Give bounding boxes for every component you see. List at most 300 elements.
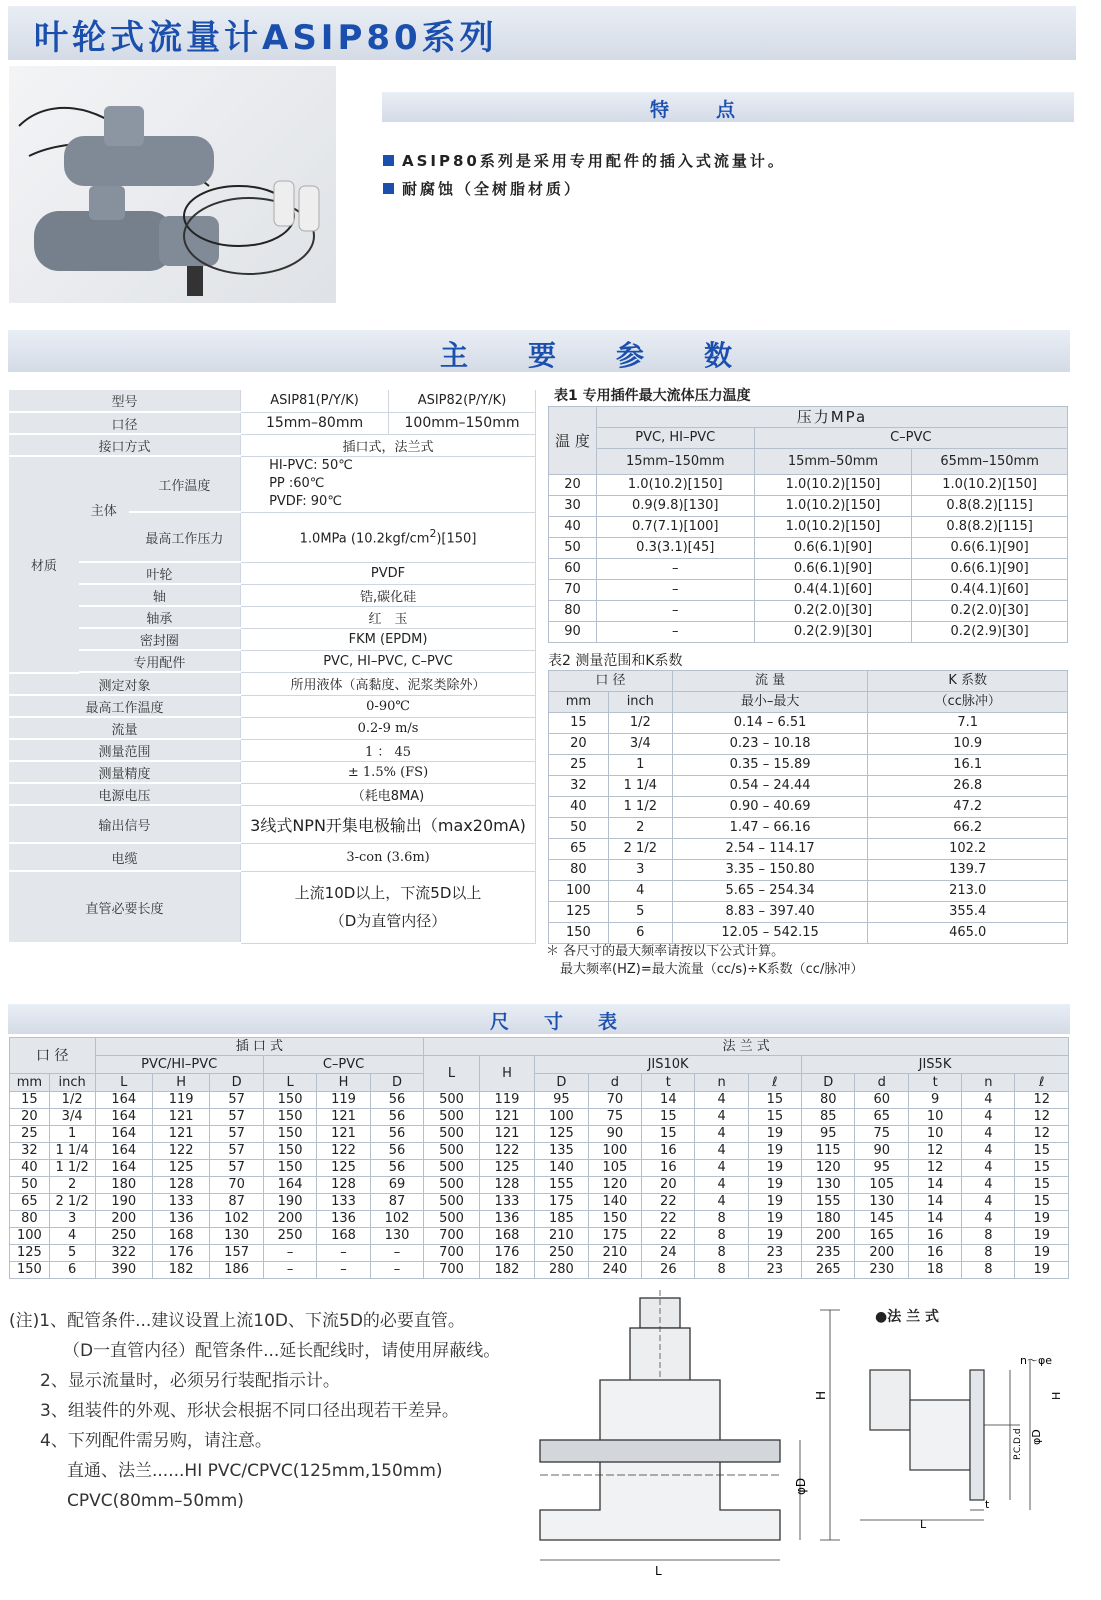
dims-cell: 14 bbox=[908, 1211, 961, 1228]
dims-cell: 130 bbox=[802, 1177, 855, 1194]
flow-header: 流 量 bbox=[672, 671, 868, 692]
dims-subheader: D bbox=[535, 1074, 588, 1092]
dims-cell: 121 bbox=[152, 1126, 209, 1143]
dims-cell: 87 bbox=[210, 1194, 263, 1211]
dims-cell: 102 bbox=[370, 1211, 423, 1228]
dims-cell: 176 bbox=[152, 1245, 209, 1262]
dim-phiD: φD bbox=[794, 1477, 808, 1495]
table2-cell: 2 bbox=[608, 818, 672, 839]
table2-cell: 150 bbox=[549, 923, 609, 944]
table1-cell: 0.8(8.2)[115] bbox=[912, 517, 1068, 538]
pipe-label: 直管必要长度 bbox=[9, 871, 241, 943]
dims-cell: 57 bbox=[210, 1109, 263, 1126]
dims-cell: 100 bbox=[535, 1109, 588, 1126]
dims-cell: 500 bbox=[424, 1143, 479, 1160]
dims-subheader: n bbox=[695, 1074, 748, 1092]
dims-cell: 57 bbox=[210, 1143, 263, 1160]
dims-cell: 500 bbox=[424, 1211, 479, 1228]
table1-cell: 40 bbox=[549, 517, 597, 538]
dims-cell: 18 bbox=[908, 1262, 961, 1279]
dims-cell: 8 bbox=[962, 1228, 1015, 1245]
dims-cell: 4 bbox=[695, 1194, 748, 1211]
dims-cell: 168 bbox=[479, 1228, 534, 1245]
dims-cell: 125 bbox=[535, 1126, 588, 1143]
max-pressure-value: 1.0MPa $(10.2kgf/cm^2)[150]$ bbox=[241, 512, 536, 562]
dims-cell: 19 bbox=[1015, 1228, 1069, 1245]
object-label: 测定对象 bbox=[9, 673, 241, 695]
dims-cell: 235 bbox=[802, 1245, 855, 1262]
dims-cell: 164 bbox=[95, 1126, 152, 1143]
work-temp-label: 工作温度 bbox=[129, 456, 241, 512]
dims-cell: 19 bbox=[1015, 1262, 1069, 1279]
dims-cell: 100 bbox=[588, 1143, 641, 1160]
bearing-value: 红 玉 bbox=[241, 606, 536, 628]
dims-cell: 119 bbox=[317, 1092, 370, 1109]
dims-cell: 20 bbox=[10, 1109, 50, 1126]
table2-row bbox=[549, 818, 1068, 839]
dims-cell: 8 bbox=[695, 1211, 748, 1228]
dims-subheader: L bbox=[263, 1074, 316, 1092]
table2-cell: 0.90 – 40.69 bbox=[672, 797, 868, 818]
footnote: 最大频率(HZ)=最大流量（cc/s)÷K系数（cc/脉冲） bbox=[560, 962, 864, 977]
dims-cell: 125 bbox=[317, 1160, 370, 1177]
table1-cell: 0.2(2.0)[30] bbox=[754, 601, 912, 622]
table2-cell: 100 bbox=[549, 881, 609, 902]
table2-cell: 6 bbox=[608, 923, 672, 944]
table2-cell: 5.65 – 254.34 bbox=[672, 881, 868, 902]
dims-cell: 57 bbox=[210, 1126, 263, 1143]
dims-cell: 14 bbox=[908, 1194, 961, 1211]
dims-cell: – bbox=[263, 1262, 316, 1279]
dims-cell: 3 bbox=[49, 1211, 95, 1228]
dims-cell: 1/2 bbox=[49, 1092, 95, 1109]
dims-cell: – bbox=[370, 1262, 423, 1279]
table1-cell: 50 bbox=[549, 538, 597, 559]
col-b: 15mm–50mm bbox=[754, 449, 912, 475]
socket-label: 插 口 式 bbox=[95, 1038, 424, 1056]
table1-row bbox=[549, 601, 1068, 622]
dims-cell: 22 bbox=[642, 1211, 695, 1228]
dims-cell: 121 bbox=[152, 1109, 209, 1126]
dims-cell: 95 bbox=[855, 1160, 908, 1177]
dims-cell: 19 bbox=[748, 1126, 801, 1143]
impeller-value: PVDF bbox=[241, 562, 536, 584]
k-unit: （cc脉冲） bbox=[868, 692, 1068, 713]
jis5-label: JIS5K bbox=[802, 1056, 1069, 1074]
dims-cell: 69 bbox=[370, 1177, 423, 1194]
fitting-value: PVC, HI–PVC, C–PVC bbox=[241, 650, 536, 672]
table2-cell: 4 bbox=[608, 881, 672, 902]
table1-cell: 0.4(4.1)[60] bbox=[754, 580, 912, 601]
table2-cell: 3/4 bbox=[608, 734, 672, 755]
dims-cell: 15 bbox=[748, 1109, 801, 1126]
dims-cell: 200 bbox=[802, 1228, 855, 1245]
dims-cell: 200 bbox=[263, 1211, 316, 1228]
dims-cell: 1 1/2 bbox=[49, 1160, 95, 1177]
dims-cell: 164 bbox=[95, 1109, 152, 1126]
table2-row bbox=[549, 734, 1068, 755]
dims-row bbox=[10, 1177, 1069, 1194]
accuracy-label: 测量精度 bbox=[9, 761, 241, 783]
dims-cell: 121 bbox=[479, 1109, 534, 1126]
dims-cell: 280 bbox=[535, 1262, 588, 1279]
dims-cell: 5 bbox=[49, 1245, 95, 1262]
flange-H-label: H bbox=[479, 1056, 534, 1092]
dims-cell: 150 bbox=[263, 1092, 316, 1109]
feature-item: ASIP80系列是采用专用配件的插入式流量计。 bbox=[383, 150, 786, 171]
dims-cell: – bbox=[370, 1245, 423, 1262]
dims-cell: 182 bbox=[479, 1262, 534, 1279]
table2-cell: 32 bbox=[549, 776, 609, 797]
table2-row bbox=[549, 776, 1068, 797]
table1-row bbox=[549, 580, 1068, 601]
dims-cell: 119 bbox=[479, 1092, 534, 1109]
dims-cell: 175 bbox=[535, 1194, 588, 1211]
power-value: （耗电8MA) bbox=[241, 783, 536, 805]
table2-cell: 20 bbox=[549, 734, 609, 755]
dims-cell: 40 bbox=[10, 1160, 50, 1177]
main-params-heading: 主 要 参 数 bbox=[440, 339, 749, 372]
table2-cell: 2.54 – 114.17 bbox=[672, 839, 868, 860]
table1-cell: 30 bbox=[549, 496, 597, 517]
dims-cell: 4 bbox=[695, 1092, 748, 1109]
dims-cell: 105 bbox=[855, 1177, 908, 1194]
dims-cell: 16 bbox=[908, 1228, 961, 1245]
table2-cell: 1 bbox=[608, 755, 672, 776]
table1-cell: – bbox=[596, 601, 754, 622]
dims-cell: 155 bbox=[802, 1194, 855, 1211]
dims-row bbox=[10, 1160, 1069, 1177]
dims-cell: 122 bbox=[152, 1143, 209, 1160]
dims-cell: 145 bbox=[855, 1211, 908, 1228]
dims-cell: 121 bbox=[479, 1126, 534, 1143]
cpvc-label: C–PVC bbox=[263, 1056, 423, 1074]
dims-subheader: ℓ bbox=[1015, 1074, 1069, 1092]
dims-cell: 1 bbox=[49, 1126, 95, 1143]
dims-cell: 60 bbox=[855, 1092, 908, 1109]
dim-flange-phiD: φD bbox=[1030, 1429, 1043, 1445]
table1-row bbox=[549, 622, 1068, 643]
dims-cell: 19 bbox=[748, 1177, 801, 1194]
dims-cell: 136 bbox=[479, 1211, 534, 1228]
dims-subheader: d bbox=[855, 1074, 908, 1092]
table2-cell: 1 1/2 bbox=[608, 797, 672, 818]
dims-cell: 121 bbox=[317, 1126, 370, 1143]
temp-label: 温 度 bbox=[549, 407, 597, 475]
dims-heading: 尺 寸 表 bbox=[490, 1011, 626, 1033]
dims-subheader: ℓ bbox=[748, 1074, 801, 1092]
dims-cell: 15 bbox=[1015, 1177, 1069, 1194]
dims-cell: 15 bbox=[1015, 1160, 1069, 1177]
dims-cell: 56 bbox=[370, 1160, 423, 1177]
table2-caption: 表2 测量范围和K系数 bbox=[548, 653, 683, 669]
dims-cell: 80 bbox=[10, 1211, 50, 1228]
dims-cell: 19 bbox=[748, 1211, 801, 1228]
dims-cell: 57 bbox=[210, 1092, 263, 1109]
dims-cell: 265 bbox=[802, 1262, 855, 1279]
table2-cell: 2 1/2 bbox=[608, 839, 672, 860]
table2-row bbox=[549, 902, 1068, 923]
notes bbox=[9, 1306, 500, 1516]
table1-cell: 0.8(8.2)[115] bbox=[912, 496, 1068, 517]
dims-cell: 22 bbox=[642, 1194, 695, 1211]
table1-cell: – bbox=[596, 580, 754, 601]
flange-L-label: L bbox=[424, 1056, 479, 1092]
max-temp-value: 0-90℃ bbox=[241, 695, 536, 717]
dims-diameter-label: 口 径 bbox=[10, 1038, 96, 1074]
body-label: 主体 bbox=[79, 456, 129, 562]
table1-cell: 0.7(7.1)[100] bbox=[596, 517, 754, 538]
flange-drawing bbox=[860, 1330, 1080, 1530]
table2-cell: 0.54 – 24.44 bbox=[672, 776, 868, 797]
table2-cell: 47.2 bbox=[868, 797, 1068, 818]
dims-cell: 180 bbox=[802, 1211, 855, 1228]
dim-pcd: P.C.D.d bbox=[1013, 1428, 1023, 1460]
shaft-label: 轴 bbox=[79, 584, 241, 606]
inch-header: inch bbox=[608, 692, 672, 713]
table2-row bbox=[549, 860, 1068, 881]
dims-cell: 16 bbox=[908, 1245, 961, 1262]
dims-cell: 230 bbox=[855, 1262, 908, 1279]
dims-subheader: H bbox=[317, 1074, 370, 1092]
dims-cell: 200 bbox=[95, 1211, 152, 1228]
dim-t: t bbox=[985, 1498, 990, 1511]
dims-cell: 133 bbox=[317, 1194, 370, 1211]
table2-cell: 10.9 bbox=[868, 734, 1068, 755]
dims-cell: 8 bbox=[962, 1262, 1015, 1279]
dims-cell: 125 bbox=[10, 1245, 50, 1262]
dims-cell: 130 bbox=[210, 1228, 263, 1245]
group-b: C–PVC bbox=[754, 428, 1067, 449]
dims-cell: 10 bbox=[908, 1126, 961, 1143]
dims-cell: 23 bbox=[748, 1245, 801, 1262]
dims-cell: 24 bbox=[642, 1245, 695, 1262]
dims-cell: 165 bbox=[855, 1228, 908, 1245]
table2-cell: 40 bbox=[549, 797, 609, 818]
dims-cell: 150 bbox=[263, 1160, 316, 1177]
dims-subheader: H bbox=[152, 1074, 209, 1092]
table2-cell: 0.35 – 15.89 bbox=[672, 755, 868, 776]
flow-value: 0.2-9 m/s bbox=[241, 717, 536, 739]
dims-cell: 168 bbox=[152, 1228, 209, 1245]
cable-label: 电缆 bbox=[9, 843, 241, 871]
table2 bbox=[548, 670, 1068, 944]
dim-flange-L: L bbox=[920, 1518, 927, 1530]
dims-row bbox=[10, 1262, 1069, 1279]
dims-cell: 75 bbox=[855, 1126, 908, 1143]
page-title: 叶轮式流量计ASIP80系列 bbox=[34, 18, 498, 58]
object-value: 所用液体（高黏度、泥浆类除外） bbox=[241, 673, 536, 695]
table2-cell: 8.83 – 397.40 bbox=[672, 902, 868, 923]
diameter-a: 15mm–80mm bbox=[241, 412, 389, 434]
shaft-value: 锆,碳化硅 bbox=[241, 584, 536, 606]
dims-cell: 122 bbox=[479, 1143, 534, 1160]
table2-cell: 15 bbox=[549, 713, 609, 734]
dims-cell: 130 bbox=[855, 1194, 908, 1211]
dims-cell: 75 bbox=[588, 1109, 641, 1126]
table1-cell: 0.2(2.9)[30] bbox=[754, 622, 912, 643]
dims-cell: 4 bbox=[695, 1177, 748, 1194]
dims-cell: 135 bbox=[535, 1143, 588, 1160]
note-line: （D一直管内径）配管条件...延长配线时，请使用屏蔽线。 bbox=[63, 1341, 501, 1361]
dims-cell: 56 bbox=[370, 1143, 423, 1160]
dims-cell: 15 bbox=[1015, 1143, 1069, 1160]
dims-cell: 250 bbox=[263, 1228, 316, 1245]
work-temp-value: HI-PVC: 50℃ PP :60℃ PVDF: 90℃ bbox=[241, 456, 536, 512]
model-b: ASIP82(P/Y/K) bbox=[389, 390, 536, 412]
dims-cell: 8 bbox=[695, 1262, 748, 1279]
table1-row bbox=[549, 517, 1068, 538]
dims-cell: 12 bbox=[1015, 1109, 1069, 1126]
dims-cell: 164 bbox=[95, 1160, 152, 1177]
dims-cell: 19 bbox=[748, 1228, 801, 1245]
dims-cell: 155 bbox=[535, 1177, 588, 1194]
table1-cell: 0.4(4.1)[60] bbox=[912, 580, 1068, 601]
dims-cell: 140 bbox=[535, 1160, 588, 1177]
material-label: 材质 bbox=[9, 456, 79, 673]
model-label: 型号 bbox=[9, 390, 241, 412]
dims-cell: 70 bbox=[588, 1092, 641, 1109]
dim-flange-H: H bbox=[1050, 1391, 1063, 1400]
signal-value: 3线式NPN开集电极输出（max20mA) bbox=[241, 805, 536, 843]
dims-row bbox=[10, 1126, 1069, 1143]
dims-cell: 15 bbox=[642, 1126, 695, 1143]
dims-cell: 8 bbox=[695, 1228, 748, 1245]
table1-cell: 0.9(9.8)[130] bbox=[596, 496, 754, 517]
dims-subheader: d bbox=[588, 1074, 641, 1092]
dims-subheader: t bbox=[642, 1074, 695, 1092]
dims-cell: 150 bbox=[588, 1211, 641, 1228]
table2-cell: 50 bbox=[549, 818, 609, 839]
table2-cell: 3.35 – 150.80 bbox=[672, 860, 868, 881]
dims-cell: 65 bbox=[855, 1109, 908, 1126]
table2-cell: 0.23 – 10.18 bbox=[672, 734, 868, 755]
flow-label: 流量 bbox=[9, 717, 241, 739]
dims-cell: 57 bbox=[210, 1160, 263, 1177]
table2-cell: 355.4 bbox=[868, 902, 1068, 923]
dims-cell: 3/4 bbox=[49, 1109, 95, 1126]
dims-cell: 210 bbox=[535, 1228, 588, 1245]
dims-cell: 125 bbox=[479, 1160, 534, 1177]
dims-cell: 4 bbox=[49, 1228, 95, 1245]
dims-cell: 136 bbox=[152, 1211, 209, 1228]
dims-cell: 6 bbox=[49, 1262, 95, 1279]
table1-cell: 0.6(6.1)[90] bbox=[754, 559, 912, 580]
dims-cell: 16 bbox=[642, 1160, 695, 1177]
dims-cell: 182 bbox=[152, 1262, 209, 1279]
dims-row bbox=[10, 1194, 1069, 1211]
dims-cell: 15 bbox=[10, 1092, 50, 1109]
dims-subheader: L bbox=[95, 1074, 152, 1092]
dims-row bbox=[10, 1211, 1069, 1228]
dims-cell: 4 bbox=[962, 1143, 1015, 1160]
flange-label: 法 兰 式 bbox=[424, 1038, 1069, 1056]
dims-cell: 128 bbox=[479, 1177, 534, 1194]
feature-item: 耐腐蚀（全树脂材质） bbox=[383, 178, 582, 199]
dims-row bbox=[10, 1228, 1069, 1245]
dims-cell: 164 bbox=[95, 1092, 152, 1109]
accuracy-value: ± 1.5% (FS) bbox=[241, 761, 536, 783]
table1-cell: 60 bbox=[549, 559, 597, 580]
dims-cell: 4 bbox=[962, 1092, 1015, 1109]
dims-cell: 15 bbox=[642, 1109, 695, 1126]
dims-cell: 185 bbox=[535, 1211, 588, 1228]
dims-cell: 4 bbox=[695, 1160, 748, 1177]
table1-cell: 0.6(6.1)[90] bbox=[754, 538, 912, 559]
dims-cell: 25 bbox=[10, 1126, 50, 1143]
dims-cell: 500 bbox=[424, 1092, 479, 1109]
dims-cell: 14 bbox=[642, 1092, 695, 1109]
dims-cell: 200 bbox=[855, 1245, 908, 1262]
dims-cell: – bbox=[317, 1262, 370, 1279]
table2-row bbox=[549, 755, 1068, 776]
note-line: 直通、法兰......HI PVC/CPVC(125mm,150mm) bbox=[67, 1461, 443, 1481]
dims-cell: 4 bbox=[962, 1109, 1015, 1126]
dims-cell: 50 bbox=[10, 1177, 50, 1194]
dims-subheader: inch bbox=[49, 1074, 95, 1092]
dim-H: H bbox=[814, 1390, 828, 1400]
power-label: 电源电压 bbox=[9, 783, 241, 805]
table1-cell: – bbox=[596, 559, 754, 580]
dims-cell: 186 bbox=[210, 1262, 263, 1279]
dims-cell: 23 bbox=[748, 1262, 801, 1279]
dims-cell: 65 bbox=[10, 1194, 50, 1211]
dims-cell: 4 bbox=[962, 1211, 1015, 1228]
dims-cell: 500 bbox=[424, 1109, 479, 1126]
dims-cell: 19 bbox=[748, 1194, 801, 1211]
table1-cell: 1.0(10.2)[150] bbox=[754, 475, 912, 496]
dims-cell: 150 bbox=[263, 1143, 316, 1160]
dims-cell: 500 bbox=[424, 1126, 479, 1143]
table1-cell: 0.6(6.1)[90] bbox=[912, 559, 1068, 580]
pressure-label: 压力MPa bbox=[596, 407, 1067, 428]
dims-cell: 164 bbox=[263, 1177, 316, 1194]
pipe-value: 上流10D以上，下流5D以上 （D为直管内径） bbox=[241, 871, 536, 943]
dims-cell: 700 bbox=[424, 1228, 479, 1245]
group-a: PVC, HI–PVC bbox=[596, 428, 754, 449]
dims-cell: 19 bbox=[1015, 1245, 1069, 1262]
dims-cell: 157 bbox=[210, 1245, 263, 1262]
footnote: ＊ 各尺寸的最大频率请按以下公式计算。 bbox=[546, 944, 785, 959]
seal-value: FKM (EPDM) bbox=[241, 628, 536, 650]
dims-cell: 90 bbox=[855, 1143, 908, 1160]
table1-cell: 70 bbox=[549, 580, 597, 601]
dims-cell: 95 bbox=[802, 1126, 855, 1143]
dims-cell: 9 bbox=[908, 1092, 961, 1109]
table2-cell: 125 bbox=[549, 902, 609, 923]
dims-cell: 150 bbox=[263, 1126, 316, 1143]
table1-cell: 1.0(10.2)[150] bbox=[596, 475, 754, 496]
table2-cell: 7.1 bbox=[868, 713, 1068, 734]
dims-cell: 164 bbox=[95, 1143, 152, 1160]
minmax-header: 最小–最大 bbox=[672, 692, 868, 713]
dims-cell: 190 bbox=[95, 1194, 152, 1211]
diameter-label: 口径 bbox=[9, 412, 241, 434]
dims-row bbox=[10, 1092, 1069, 1109]
dims-cell: 56 bbox=[370, 1109, 423, 1126]
dims-cell: 87 bbox=[370, 1194, 423, 1211]
table2-cell: 16.1 bbox=[868, 755, 1068, 776]
dims-cell: 105 bbox=[588, 1160, 641, 1177]
dims-cell: 16 bbox=[642, 1143, 695, 1160]
dims-cell: 26 bbox=[642, 1262, 695, 1279]
dims-cell: 70 bbox=[210, 1177, 263, 1194]
dims-cell: 119 bbox=[152, 1092, 209, 1109]
dims-cell: 121 bbox=[317, 1109, 370, 1126]
dims-table bbox=[9, 1037, 1069, 1279]
model-a: ASIP81(P/Y/K) bbox=[241, 390, 389, 412]
dims-subheader: D bbox=[210, 1074, 263, 1092]
